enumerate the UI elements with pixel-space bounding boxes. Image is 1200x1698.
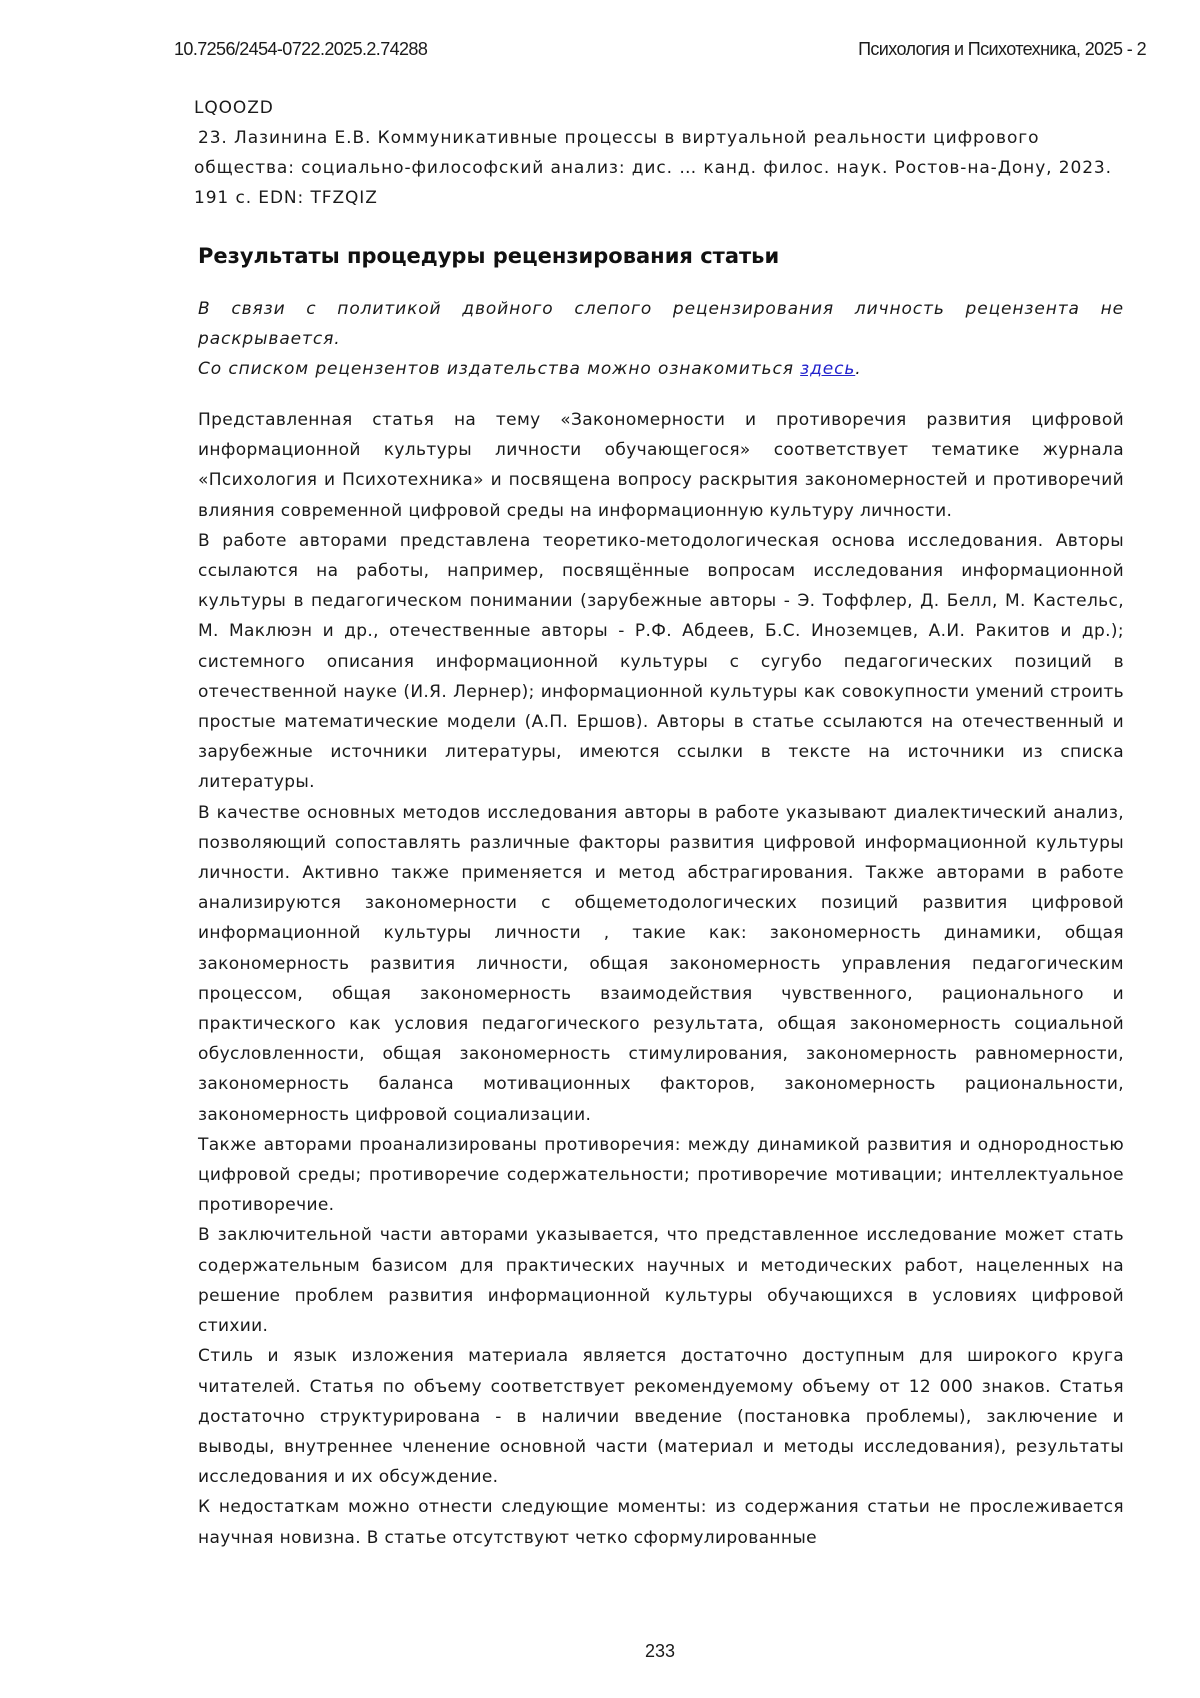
reviewers-list-link[interactable]: здесь <box>800 359 855 379</box>
review-body <box>198 405 1124 1553</box>
reference-fragment: LQOOZD <box>194 93 1114 123</box>
blind-review-note: В связи с политикой двойного слепого рецензирования личность рецензента не раскрывается. <box>198 294 1124 354</box>
page-number: 233 <box>0 1641 1200 1662</box>
review-paragraph-style: Стиль и язык изложения материала является достаточно доступным для широкого круга читателей. Статья по объему соответствует рекомендуемому объему от 12 000 знаков. Статья достаточно структурирована - в наличии введение (постановка проблемы), заключение и выводы, внутреннее членение основной части (материал и методы исследования), результаты исследования и их обсуждение. <box>198 1341 1124 1492</box>
review-paragraph-shortcomings: К недостаткам можно отнести следующие моменты: из содержания статьи не прослеживается научная новизна. В статье отсутствуют четко сформулированные <box>198 1492 1124 1552</box>
journal-issue-label: Психология и Психотехника, 2025 - 2 <box>858 39 1146 60</box>
reviewers-note-period: . <box>855 359 861 379</box>
running-header <box>174 36 1146 62</box>
review-paragraph-methodology: В работе авторами представлена теоретико-методологическая основа исследования. Авторы ссылаются на работы, например, посвящённые вопросам исследования информационной культуры в педагогическом понимании (зарубежные авторы - Э. Тоффлер, Д. Белл, М. Кастельс, М. Маклюэн и др., отечественные авторы - Р.Ф. Абдеев, Б.С. Иноземцев, А.И. Ракитов и др.); системного описания информационной культуры с сугубо педагогических позиций в отечественной науке (И.Я. Лернер); информационной культуры как совокупности умений строить простые математические модели (А.П. Ершов). Авторы в статье ссылаются на отечественный и зарубежные источники литературы, имеются ссылки в тексте на источники из списка литературы. <box>198 526 1124 798</box>
review-policy-note <box>198 294 1124 384</box>
doi-label: 10.7256/2454-0722.2025.2.74288 <box>174 39 427 60</box>
review-paragraph-topic: Представленная статья на тему «Закономерности и противоречия развития цифровой информационной культуры личности обучающегося» соответствует тематике журнала «Психология и Психотехника» и посвящена вопросу раскрытия закономерностей и противоречий влияния современной цифровой среды на информационную культуру личности. <box>198 405 1124 526</box>
reviewers-note-text: Со списком рецензентов издательства можно ознакомиться <box>198 359 800 379</box>
reviewers-list-note <box>198 354 1124 384</box>
review-paragraph-methods: В качестве основных методов исследования авторы в работе указывают диалектический анализ, позволяющий сопоставлять различные факторы развития цифровой информационной культуры личности. Активно также применяется и метод абстрагирования. Также авторами в работе анализируются закономерности с общеметодологических позиций развития цифровой информационной культуры личности , такие как: закономерность динамики, общая закономерность развития личности, общая закономерность управления педагогическим процессом, общая закономерность взаимодействия чувственного, рационального и практического как условия педагогического результата, общая закономерность социальной обусловленности, общая закономерность стимулирования, закономерность равномерности, закономерность баланса мотивационных факторов, закономерность рациональности, закономерность цифровой социализации. <box>198 798 1124 1130</box>
review-paragraph-contradictions: Также авторами проанализированы противоречия: между динамикой развития и однородностью цифровой среды; противоречие содержательности; противоречие мотивации; интеллектуальное противоречие. <box>198 1130 1124 1221</box>
review-paragraph-conclusion: В заключительной части авторами указывается, что представленное исследование может стать содержательным базисом для практических научных и методических работ, нацеленных на решение проблем развития информационной культуры обучающихся в условиях цифровой стихии. <box>198 1220 1124 1341</box>
reference-list <box>194 93 1114 213</box>
review-section-title: Результаты процедуры рецензирования статьи <box>198 244 779 268</box>
reference-entry-23: 23. Лазинина Е.В. Коммуникативные процессы в виртуальной реальности цифрового общества: социально-философский анализ: дис. … канд. филос. наук. Ростов-на-Дону, 2023. 191 с. EDN: TFZQIZ <box>194 123 1114 213</box>
